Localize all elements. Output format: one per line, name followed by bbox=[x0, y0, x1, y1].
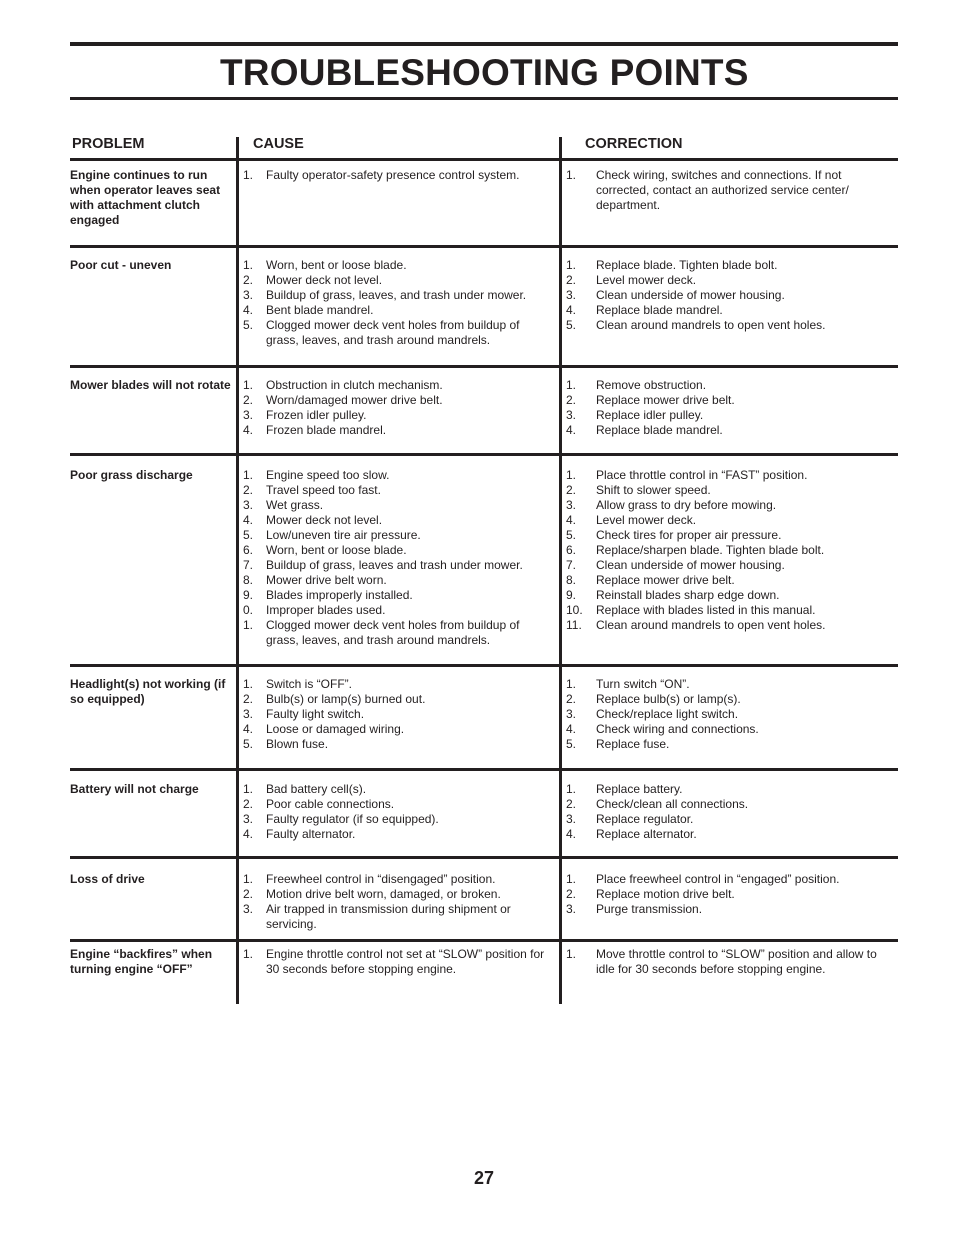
list-item bbox=[243, 573, 555, 588]
item-text: Replace idler pulley. bbox=[596, 408, 704, 422]
item-number: 3. bbox=[566, 408, 577, 422]
item-number: 5. bbox=[566, 318, 577, 332]
item-number: 5. bbox=[566, 528, 577, 542]
item-text: Replace motion drive belt. bbox=[596, 887, 735, 901]
list-item bbox=[243, 812, 555, 827]
item-text: Poor cable connections. bbox=[266, 797, 395, 811]
item-text: Motion drive belt worn, damaged, or broken. bbox=[266, 887, 501, 901]
list-item bbox=[243, 288, 555, 303]
item-number: 3. bbox=[566, 707, 577, 721]
item-text: Blown fuse. bbox=[266, 737, 329, 751]
list-item bbox=[243, 303, 555, 318]
list-item bbox=[243, 618, 555, 648]
list-item bbox=[566, 603, 896, 618]
item-text: Switch is “OFF”. bbox=[266, 677, 352, 691]
item-number: 1. bbox=[566, 258, 577, 272]
item-number: 10. bbox=[566, 603, 583, 617]
row-divider bbox=[70, 768, 236, 771]
item-text: Travel speed too fast. bbox=[266, 483, 381, 497]
item-number: 9. bbox=[566, 588, 577, 602]
list-item bbox=[566, 692, 896, 707]
item-number: 1. bbox=[243, 872, 254, 886]
item-number: 3. bbox=[566, 902, 577, 916]
list-item bbox=[243, 722, 555, 737]
list-item bbox=[243, 258, 555, 273]
item-number: 3. bbox=[566, 288, 577, 302]
header-rule-cause bbox=[236, 158, 561, 161]
cause-list bbox=[243, 677, 555, 752]
item-number: 2. bbox=[243, 797, 254, 811]
item-text: Bulb(s) or lamp(s) burned out. bbox=[266, 692, 426, 706]
list-item bbox=[243, 782, 555, 797]
item-number: 8. bbox=[566, 573, 577, 587]
list-item bbox=[243, 872, 555, 887]
item-text: Level mower deck. bbox=[596, 513, 697, 527]
list-item bbox=[566, 827, 896, 842]
item-text: Worn/damaged mower drive belt. bbox=[266, 393, 443, 407]
list-item bbox=[566, 782, 896, 797]
item-number: 3. bbox=[243, 498, 254, 512]
correction-list bbox=[566, 258, 896, 333]
header-problem: PROBLEM bbox=[72, 136, 145, 152]
list-item bbox=[243, 378, 555, 393]
item-text: Mower drive belt worn. bbox=[266, 573, 387, 587]
item-text: Replace regulator. bbox=[596, 812, 694, 826]
item-text: Place freewheel control in “engaged” position. bbox=[596, 872, 840, 886]
list-item bbox=[243, 393, 555, 408]
list-item bbox=[566, 588, 896, 603]
item-text: Faulty alternator. bbox=[266, 827, 356, 841]
list-item bbox=[243, 273, 555, 288]
row-divider bbox=[70, 365, 236, 368]
list-item bbox=[243, 603, 555, 618]
row-divider bbox=[561, 664, 898, 667]
header-correction: CORRECTION bbox=[585, 136, 683, 152]
item-text: Improper blades used. bbox=[266, 603, 386, 617]
problem-cell: Mower blades will not rotate bbox=[70, 378, 231, 392]
row-divider bbox=[70, 664, 236, 667]
item-text: Bad battery cell(s). bbox=[266, 782, 367, 796]
item-number: 1. bbox=[566, 378, 577, 392]
item-text: Replace blade mandrel. bbox=[596, 423, 723, 437]
item-number: 4. bbox=[566, 827, 577, 841]
list-item bbox=[243, 588, 555, 603]
list-item bbox=[243, 737, 555, 752]
cause-list bbox=[243, 468, 555, 648]
list-item bbox=[243, 902, 555, 932]
list-item bbox=[566, 707, 896, 722]
row-divider bbox=[236, 365, 561, 368]
correction-list bbox=[566, 168, 896, 213]
item-number: 9. bbox=[243, 588, 254, 602]
title-rule-box bbox=[70, 42, 898, 100]
list-item bbox=[566, 468, 896, 483]
item-number: 1. bbox=[243, 782, 254, 796]
cause-list bbox=[243, 872, 555, 932]
problem-cell: Headlight(s) not working (if so equipped) bbox=[70, 677, 226, 706]
item-number: 1. bbox=[243, 947, 254, 961]
list-item bbox=[566, 288, 896, 303]
list-item bbox=[566, 812, 896, 827]
item-text: Replace battery. bbox=[596, 782, 683, 796]
list-item bbox=[566, 318, 896, 333]
problem-cell: Poor cut - uneven bbox=[70, 258, 172, 272]
cause-list bbox=[243, 947, 555, 977]
item-number: 4. bbox=[243, 303, 254, 317]
list-item bbox=[243, 827, 555, 842]
row-divider bbox=[70, 453, 236, 456]
item-number: 3. bbox=[243, 902, 254, 916]
problem-cell: Loss of drive bbox=[70, 872, 145, 886]
list-item bbox=[243, 797, 555, 812]
item-text: Replace blade. Tighten blade bolt. bbox=[596, 258, 778, 272]
item-number: 2. bbox=[566, 887, 577, 901]
item-text: Replace/sharpen blade. Tighten blade bolt. bbox=[596, 543, 825, 557]
list-item bbox=[566, 483, 896, 498]
item-text: Obstruction in clutch mechanism. bbox=[266, 378, 443, 392]
item-number: 1. bbox=[243, 378, 254, 392]
item-text: Bent blade mandrel. bbox=[266, 303, 374, 317]
item-number: 3. bbox=[566, 812, 577, 826]
list-item bbox=[566, 797, 896, 812]
item-text: Replace mower drive belt. bbox=[596, 573, 735, 587]
list-item bbox=[566, 423, 896, 438]
row-divider bbox=[236, 856, 561, 859]
item-number: 5. bbox=[243, 737, 254, 751]
row-divider bbox=[70, 245, 236, 248]
item-number: 1. bbox=[566, 168, 577, 182]
item-number: 2. bbox=[566, 393, 577, 407]
list-item bbox=[566, 168, 896, 213]
row-divider bbox=[561, 768, 898, 771]
item-number: 2. bbox=[243, 393, 254, 407]
list-item bbox=[566, 513, 896, 528]
item-text: Buildup of grass, leaves, and trash under mower. bbox=[266, 288, 527, 302]
item-text: Allow grass to dry before mowing. bbox=[596, 498, 777, 512]
item-number: 1. bbox=[566, 782, 577, 796]
item-number: 4. bbox=[566, 303, 577, 317]
column-divider-left bbox=[236, 137, 239, 1004]
row-divider bbox=[236, 664, 561, 667]
item-number: 1. bbox=[566, 468, 577, 482]
item-text: Check wiring, switches and connections. If not corrected, contact an authorized service center/ department. bbox=[596, 168, 849, 212]
item-text: Replace bulb(s) or lamp(s). bbox=[596, 692, 741, 706]
item-text: Check/replace light switch. bbox=[596, 707, 739, 721]
correction-list bbox=[566, 677, 896, 752]
item-number: 4. bbox=[243, 827, 254, 841]
list-item bbox=[566, 737, 896, 752]
list-item bbox=[566, 258, 896, 273]
row-divider bbox=[236, 768, 561, 771]
item-number: 6. bbox=[566, 543, 577, 557]
item-text: Replace blade mandrel. bbox=[596, 303, 723, 317]
item-number: 3. bbox=[243, 812, 254, 826]
list-item bbox=[566, 677, 896, 692]
item-number: 2. bbox=[566, 273, 577, 287]
list-item bbox=[566, 498, 896, 513]
item-text: Worn, bent or loose blade. bbox=[266, 258, 407, 272]
item-text: Place throttle control in “FAST” position. bbox=[596, 468, 808, 482]
list-item bbox=[243, 543, 555, 558]
problem-cell: Engine continues to run when operator leaves seat with attachment clutch engaged bbox=[70, 168, 221, 227]
item-text: Faulty light switch. bbox=[266, 707, 365, 721]
item-text: Replace mower drive belt. bbox=[596, 393, 735, 407]
item-number: 0. bbox=[243, 603, 254, 617]
correction-list bbox=[566, 872, 896, 917]
item-text: Turn switch “ON”. bbox=[596, 677, 690, 691]
list-item bbox=[243, 513, 555, 528]
item-text: Wet grass. bbox=[266, 498, 324, 512]
item-number: 4. bbox=[243, 423, 254, 437]
item-text: Replace with blades listed in this manual. bbox=[596, 603, 816, 617]
header-cause: CAUSE bbox=[253, 136, 304, 152]
list-item bbox=[566, 558, 896, 573]
item-text: Clean around mandrels to open vent holes. bbox=[596, 318, 826, 332]
item-number: 8. bbox=[243, 573, 254, 587]
list-item bbox=[243, 408, 555, 423]
list-item bbox=[566, 408, 896, 423]
item-number: 1. bbox=[566, 872, 577, 886]
list-item bbox=[566, 722, 896, 737]
item-text: Engine throttle control not set at “SLOW” position for 30 seconds before stopping engine. bbox=[266, 947, 545, 976]
cause-list bbox=[243, 258, 555, 348]
row-divider bbox=[236, 453, 561, 456]
item-number: 2. bbox=[566, 692, 577, 706]
list-item bbox=[243, 677, 555, 692]
item-number: 7. bbox=[566, 558, 577, 572]
item-text: Air trapped in transmission during shipment or servicing. bbox=[266, 902, 511, 931]
row-divider bbox=[561, 365, 898, 368]
page-title: TROUBLESHOOTING POINTS bbox=[220, 52, 749, 93]
header-rule-correction bbox=[561, 158, 898, 161]
item-text: Clogged mower deck vent holes from buildup of grass, leaves, and trash around mandrels. bbox=[266, 318, 520, 347]
item-number: 2. bbox=[243, 887, 254, 901]
item-number: 1. bbox=[566, 947, 577, 961]
item-text: Move throttle control to “SLOW” position and allow to idle for 30 seconds before stopping engine. bbox=[596, 947, 877, 976]
list-item bbox=[243, 558, 555, 573]
item-number: 3. bbox=[243, 288, 254, 302]
cause-list bbox=[243, 378, 555, 438]
item-number: 5. bbox=[243, 318, 254, 332]
item-text: Faulty operator-safety presence control system. bbox=[266, 168, 520, 182]
item-number: 4. bbox=[566, 513, 577, 527]
item-text: Mower deck not level. bbox=[266, 273, 383, 287]
list-item bbox=[243, 692, 555, 707]
item-number: 4. bbox=[566, 722, 577, 736]
item-text: Shift to slower speed. bbox=[596, 483, 711, 497]
item-text: Check wiring and connections. bbox=[596, 722, 759, 736]
row-divider bbox=[70, 939, 236, 942]
row-divider bbox=[561, 939, 898, 942]
item-text: Purge transmission. bbox=[596, 902, 703, 916]
item-text: Worn, bent or loose blade. bbox=[266, 543, 407, 557]
item-text: Frozen blade mandrel. bbox=[266, 423, 387, 437]
list-item bbox=[243, 318, 555, 348]
item-text: Clean underside of mower housing. bbox=[596, 558, 785, 572]
item-number: 3. bbox=[566, 498, 577, 512]
item-text: Low/uneven tire air pressure. bbox=[266, 528, 421, 542]
row-divider bbox=[70, 856, 236, 859]
list-item bbox=[243, 483, 555, 498]
list-item bbox=[566, 872, 896, 887]
list-item bbox=[566, 528, 896, 543]
row-divider bbox=[236, 939, 561, 942]
row-divider bbox=[236, 245, 561, 248]
item-number: 1. bbox=[243, 468, 254, 482]
item-number: 2. bbox=[243, 692, 254, 706]
correction-list bbox=[566, 782, 896, 842]
item-text: Faulty regulator (if so equipped). bbox=[266, 812, 439, 826]
item-text: Level mower deck. bbox=[596, 273, 697, 287]
item-number: 7. bbox=[243, 558, 254, 572]
item-number: 1. bbox=[243, 618, 254, 632]
item-text: Mower deck not level. bbox=[266, 513, 383, 527]
list-item bbox=[566, 303, 896, 318]
item-text: Loose or damaged wiring. bbox=[266, 722, 405, 736]
item-text: Remove obstruction. bbox=[596, 378, 707, 392]
list-item bbox=[243, 887, 555, 902]
item-text: Replace alternator. bbox=[596, 827, 697, 841]
item-number: 2. bbox=[566, 797, 577, 811]
list-item bbox=[566, 947, 896, 977]
item-number: 1. bbox=[243, 258, 254, 272]
list-item bbox=[566, 378, 896, 393]
header-rule-problem bbox=[70, 158, 236, 161]
problem-cell: Engine “backfires” when turning engine “OFF” bbox=[70, 947, 213, 976]
item-text: Check/clean all connections. bbox=[596, 797, 749, 811]
item-number: 2. bbox=[243, 483, 254, 497]
item-number: 1. bbox=[243, 168, 254, 182]
list-item bbox=[243, 528, 555, 543]
item-text: Check tires for proper air pressure. bbox=[596, 528, 782, 542]
item-number: 11. bbox=[566, 618, 582, 632]
item-number: 3. bbox=[243, 707, 254, 721]
item-number: 1. bbox=[566, 677, 577, 691]
problem-cell: Poor grass discharge bbox=[70, 468, 193, 482]
item-number: 3. bbox=[243, 408, 254, 422]
item-number: 6. bbox=[243, 543, 254, 557]
item-text: Frozen idler pulley. bbox=[266, 408, 367, 422]
cause-list bbox=[243, 168, 555, 183]
correction-list bbox=[566, 468, 896, 633]
item-text: Freewheel control in “disengaged” position. bbox=[266, 872, 496, 886]
list-item bbox=[566, 543, 896, 558]
cause-list bbox=[243, 782, 555, 842]
list-item bbox=[243, 498, 555, 513]
list-item bbox=[243, 468, 555, 483]
list-item bbox=[566, 902, 896, 917]
row-divider bbox=[561, 856, 898, 859]
list-item bbox=[243, 947, 555, 977]
item-text: Replace fuse. bbox=[596, 737, 670, 751]
item-number: 5. bbox=[566, 737, 577, 751]
list-item bbox=[566, 273, 896, 288]
item-text: Reinstall blades sharp edge down. bbox=[596, 588, 780, 602]
list-item bbox=[243, 707, 555, 722]
item-text: Clean underside of mower housing. bbox=[596, 288, 785, 302]
list-item bbox=[566, 618, 896, 633]
correction-list bbox=[566, 947, 896, 977]
page-number: 27 bbox=[473, 1168, 495, 1188]
row-divider bbox=[561, 245, 898, 248]
column-divider-right bbox=[559, 137, 562, 1004]
row-divider bbox=[561, 453, 898, 456]
item-number: 5. bbox=[243, 528, 254, 542]
item-text: Clean around mandrels to open vent holes. bbox=[596, 618, 826, 632]
item-number: 2. bbox=[243, 273, 254, 287]
item-number: 4. bbox=[243, 722, 254, 736]
list-item bbox=[566, 393, 896, 408]
item-number: 4. bbox=[243, 513, 254, 527]
item-number: 1. bbox=[243, 677, 254, 691]
item-text: Blades improperly installed. bbox=[266, 588, 413, 602]
list-item bbox=[243, 168, 555, 183]
item-text: Buildup of grass, leaves and trash under mower. bbox=[266, 558, 523, 572]
list-item bbox=[566, 573, 896, 588]
list-item bbox=[566, 887, 896, 902]
item-number: 2. bbox=[566, 483, 577, 497]
item-text: Engine speed too slow. bbox=[266, 468, 390, 482]
item-number: 4. bbox=[566, 423, 577, 437]
problem-cell: Battery will not charge bbox=[70, 782, 199, 796]
list-item bbox=[243, 423, 555, 438]
item-text: Clogged mower deck vent holes from buildup of grass, leaves, and trash around mandrels. bbox=[266, 618, 520, 647]
correction-list bbox=[566, 378, 896, 438]
